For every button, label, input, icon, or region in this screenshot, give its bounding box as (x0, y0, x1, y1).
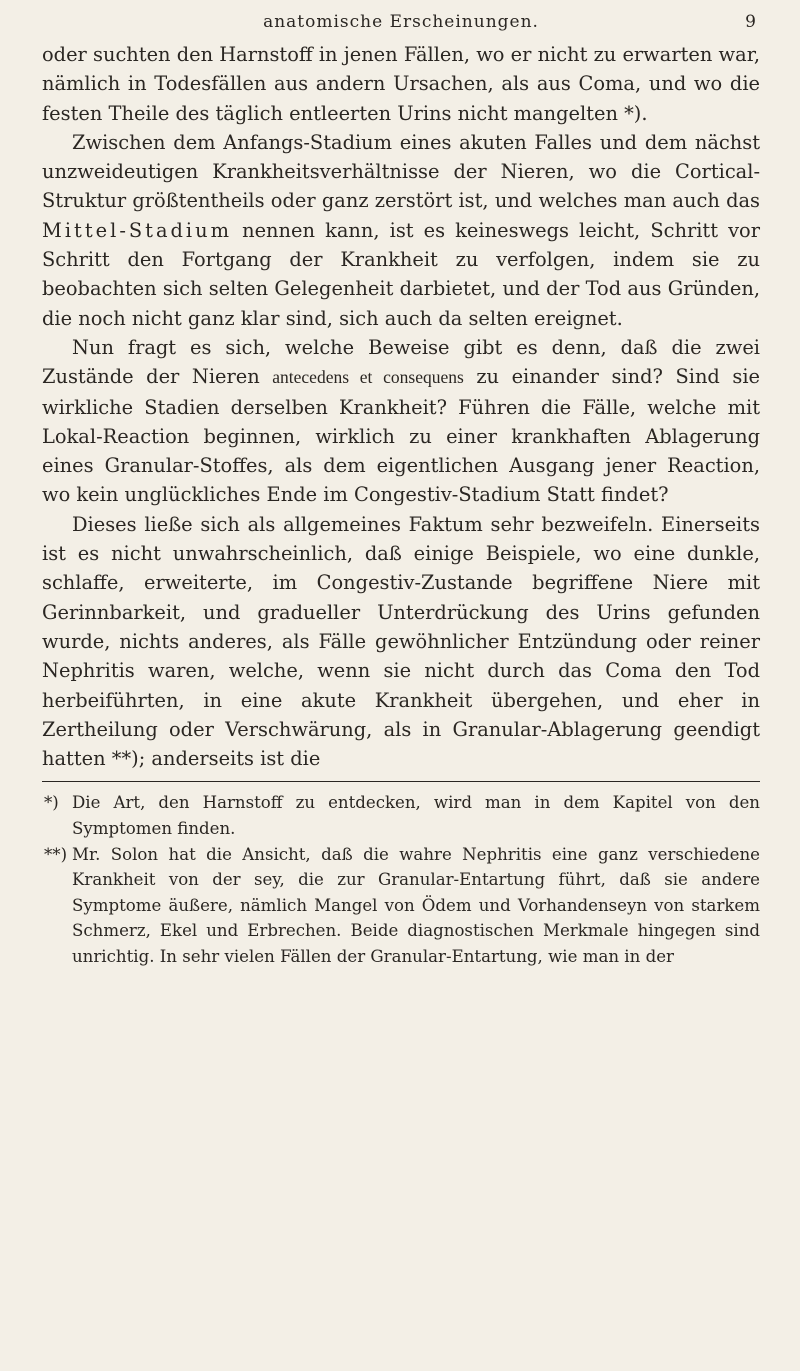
paragraph-2-part-a: Zwischen dem Anfangs-Stadium eines akuten Falles und dem nächst unzweideutigen Krankheitsverhältnisse der Nieren, wo die Cortical-Struktur größtentheils oder ganz zerstört ist, und welches man auch das (42, 130, 760, 213)
paragraph-2 (42, 128, 760, 333)
footnote-1 (42, 790, 760, 841)
footnote-2 (42, 842, 760, 970)
latin-term: antecedens et consequens (272, 367, 464, 388)
footnote-1-text: Die Art, den Harnstoff zu entdecken, wird man in dem Kapitel von den Symptomen finden. (72, 793, 760, 839)
footnote-rule (42, 781, 760, 782)
running-title: anatomische Erscheinungen. (263, 12, 539, 32)
paragraph-2-part-b: nennen kann, ist es keineswegs leicht, Schritt vor Schritt den Fortgang der Krankheit zu verfolgen, indem sie zu beobachten sich selten Gelegenheit darbietet, und der Tod aus Gründen, die noch nicht ganz klar sind, sich auch da selten ereignet. (42, 218, 760, 330)
paragraph-3-part-b: zu einander sind? Sind sie wirkliche Stadien derselben Krankheit? Führen die Fälle, welche mit Lokal-Reaction beginnen, wirklich zu einer krankhaften Ablagerung eines Granular-Stoffes, als dem eigentlichen Ausgang jener Reaction, wo kein unglückliches Ende im Congestiv-Stadium Statt findet? (42, 365, 760, 507)
page-number: 9 (745, 12, 756, 32)
paragraph-1: oder suchten den Harnstoff in jenen Fällen, wo er nicht zu erwarten war, nämlich in Todesfällen aus andern Ursachen, als aus Coma, und wo die festen Theile des täglich entleerten Urins nicht mangelten *). (42, 43, 760, 125)
footnote-2-text: Mr. Solon hat die Ansicht, daß die wahre Nephritis eine ganz verschiedene Krankheit von der sey, die zur Granular-Entartung führt, daß sie andere Symptome äußere, nämlich Mangel von Ödem und Vorhandenseyn von starkem Schmerz, Ekel und Erbrechen. Beide diagnostischen Merkmale hingegen sind unrichtig. In sehr vielen Fällen der Granular-Entartung, wie man in der (72, 844, 760, 966)
footnote-1-mark: *) (44, 793, 59, 813)
footnote-2-mark: **) (44, 844, 68, 864)
spaced-term: Mittel-Stadium (42, 218, 232, 242)
main-text (42, 40, 760, 773)
running-head (42, 0, 760, 40)
footnotes (42, 790, 760, 969)
paragraph-4: Dieses ließe sich als allgemeines Faktum sehr bezweifeln. Einerseits ist es nicht unwahrscheinlich, daß einige Beispiele, wo eine dunkle, schlaffe, erweiterte, im Congestiv-Zustande begriffene Niere mit Gerinnbarkeit, und gradueller Unterdrückung des Urins gefunden wurde, nichts anderes, als Fälle gewöhnlicher Entzündung oder reiner Nephritis waren, welche, wenn sie nicht durch das Coma den Tod herbeiführten, in eine akute Krankheit übergehen, und eher in Zertheilung oder Verschwärung, als in Granular-Ablagerung geendigt hatten **); anderseits ist die (42, 512, 760, 771)
paragraph-3 (42, 333, 760, 510)
paragraph-3-part-a: Nun fragt es sich, welche Beweise gibt es denn, daß die zwei Zustände der Nieren (42, 335, 760, 389)
